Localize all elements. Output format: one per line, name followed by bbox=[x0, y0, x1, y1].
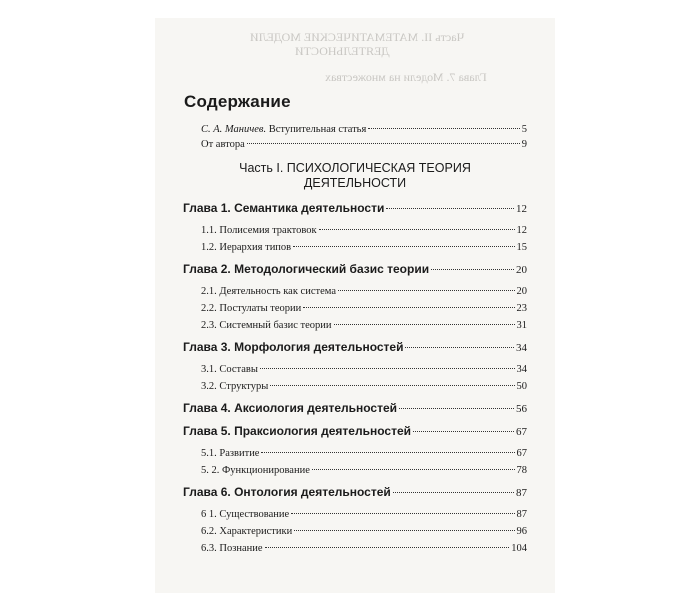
page-number: 23 bbox=[516, 303, 527, 314]
toc-section-entry[interactable] bbox=[183, 240, 527, 255]
toc-intro-entry[interactable] bbox=[183, 137, 527, 152]
toc-intro-entry-label bbox=[201, 137, 245, 152]
toc-chapter-entry-label bbox=[183, 401, 397, 416]
toc-chapter-entry[interactable] bbox=[183, 424, 527, 440]
part-title-line: Часть I. ПСИХОЛОГИЧЕСКАЯ ТЕОРИЯ bbox=[239, 161, 471, 175]
toc-chapter-entry-label bbox=[183, 201, 384, 216]
toc-section-entry-title: 6.3. Познание bbox=[201, 543, 263, 554]
dot-leader bbox=[431, 269, 514, 270]
toc-section-entry[interactable] bbox=[183, 318, 527, 333]
book-page bbox=[155, 18, 555, 593]
dot-leader bbox=[312, 469, 515, 470]
author-name: С. А. Маничев. bbox=[201, 124, 267, 135]
dot-leader bbox=[399, 408, 514, 409]
toc-chapter-entry[interactable] bbox=[183, 262, 527, 278]
dot-leader bbox=[393, 492, 514, 493]
toc-section-entry-title: 2.3. Системный базис теории bbox=[201, 320, 332, 331]
toc-section-entry-label bbox=[201, 446, 259, 461]
toc-section-entry-title: 5.1. Развитие bbox=[201, 448, 260, 459]
page-number: 15 bbox=[516, 242, 527, 253]
toc-section-entry-title: 1.2. Иерархия типов bbox=[201, 242, 292, 253]
toc-intro-entry-title: От автора bbox=[201, 139, 245, 150]
toc-section-entry-label bbox=[201, 362, 258, 377]
part-title bbox=[183, 161, 527, 191]
dot-leader bbox=[386, 208, 514, 209]
part-title-line: ДЕЯТЕЛЬНОСТИ bbox=[303, 176, 407, 190]
bleed-line: ДЕЯТЕЛЬНОСТИ bbox=[295, 44, 390, 58]
page-number: 50 bbox=[516, 381, 527, 392]
toc-chapter-entry-label bbox=[183, 262, 429, 277]
dot-leader bbox=[338, 290, 515, 291]
toc-section-entry-title: 6 1. Существование bbox=[201, 509, 290, 520]
intro-list bbox=[183, 122, 527, 152]
toc-heading: Содержание bbox=[184, 92, 291, 111]
toc-section-entry-title: 2.2. Постулаты теории bbox=[201, 303, 302, 314]
toc-section-entry[interactable] bbox=[183, 446, 527, 461]
toc-section-entry-label bbox=[201, 223, 317, 238]
bleed-line: Часть II. МАТЕМАТИЧЕСКИЕ МОДЕЛИ bbox=[250, 30, 465, 44]
page-number: 78 bbox=[516, 465, 527, 476]
toc-chapter-entry[interactable] bbox=[183, 340, 527, 356]
page-number: 20 bbox=[516, 286, 527, 297]
toc-chapter-entry-label bbox=[183, 424, 411, 439]
page-number: 87 bbox=[516, 509, 527, 520]
chapter-list bbox=[183, 201, 527, 556]
toc-section-entry[interactable] bbox=[183, 362, 527, 377]
dot-leader bbox=[334, 324, 515, 325]
dot-leader bbox=[368, 128, 519, 129]
toc-chapter-entry-title: Глава 3. Морфология деятельностей bbox=[183, 340, 404, 354]
toc-intro-entry[interactable] bbox=[183, 122, 527, 137]
page-number: 56 bbox=[516, 403, 527, 415]
toc-section-entry-label bbox=[201, 463, 310, 478]
toc-section-entry-title: 6.2. Характеристики bbox=[201, 526, 293, 537]
page-number: 34 bbox=[516, 364, 527, 375]
toc-section-entry-label bbox=[201, 240, 291, 255]
toc-section-entry[interactable] bbox=[183, 507, 527, 522]
toc-section-entry-title: 1.1. Полисемия трактовок bbox=[201, 225, 317, 236]
page-number: 104 bbox=[511, 543, 527, 554]
page-number: 34 bbox=[516, 342, 527, 354]
toc-chapter-entry[interactable] bbox=[183, 485, 527, 501]
toc-section-entry[interactable] bbox=[183, 541, 527, 556]
page-number: 20 bbox=[516, 264, 527, 276]
toc-section-entry[interactable] bbox=[183, 463, 527, 478]
toc-section-entry-title: 5. 2. Функционирование bbox=[201, 465, 310, 476]
toc-chapter-entry[interactable] bbox=[183, 401, 527, 417]
page-number: 12 bbox=[516, 225, 527, 236]
toc-intro-entry-title: Вступительная статья bbox=[268, 124, 367, 135]
page-number: 87 bbox=[516, 487, 527, 499]
dot-leader bbox=[294, 530, 514, 531]
dot-leader bbox=[405, 347, 514, 348]
dot-leader bbox=[293, 246, 514, 247]
dot-leader bbox=[413, 431, 514, 432]
toc-section-entry-label bbox=[201, 541, 263, 556]
dot-leader bbox=[260, 368, 515, 369]
toc-section-entry-label bbox=[201, 524, 292, 539]
toc-chapter-entry-title: Глава 5. Праксиология деятельностей bbox=[183, 424, 411, 438]
toc-section-entry-label bbox=[201, 507, 289, 522]
toc-section-entry[interactable] bbox=[183, 301, 527, 316]
page-number: 5 bbox=[521, 124, 527, 135]
dot-leader bbox=[319, 229, 515, 230]
page-number: 12 bbox=[516, 203, 527, 215]
toc-chapter-entry-title: Глава 4. Аксиология деятельностей bbox=[183, 401, 398, 415]
toc-section-entry-label bbox=[201, 284, 336, 299]
dot-leader bbox=[291, 513, 514, 514]
toc-section-entry[interactable] bbox=[183, 524, 527, 539]
toc-intro-entry-label bbox=[201, 122, 366, 137]
page-number: 31 bbox=[516, 320, 527, 331]
dot-leader bbox=[270, 385, 514, 386]
toc-section-entry-label bbox=[201, 379, 268, 394]
page-number: 9 bbox=[521, 139, 527, 150]
toc-section-entry-title: 3.2. Структуры bbox=[201, 381, 269, 392]
toc-section-entry-label bbox=[201, 318, 332, 333]
toc-section-entry[interactable] bbox=[183, 284, 527, 299]
toc-section-entry-title: 2.1. Деятельность как система bbox=[201, 286, 336, 297]
page-number: 67 bbox=[516, 448, 527, 459]
toc-section-entry[interactable] bbox=[183, 223, 527, 238]
toc-chapter-entry-label bbox=[183, 340, 403, 355]
toc-section-entry[interactable] bbox=[183, 379, 527, 394]
dot-leader bbox=[265, 547, 510, 548]
toc-chapter-entry[interactable] bbox=[183, 201, 527, 217]
toc-section-entry-title: 3.1. Составы bbox=[201, 364, 258, 375]
page-number: 67 bbox=[516, 426, 527, 438]
toc-section-entry-label bbox=[201, 301, 301, 316]
toc-chapter-entry-title: Глава 1. Семантика деятельности bbox=[183, 201, 385, 215]
page-number: 96 bbox=[516, 526, 527, 537]
toc-chapter-entry-title: Глава 6. Онтология деятельностей bbox=[183, 485, 391, 499]
bleed-line: Глава 7. Модели на множествах bbox=[325, 70, 487, 84]
dot-leader bbox=[261, 452, 514, 453]
table-of-contents bbox=[183, 92, 527, 556]
dot-leader bbox=[303, 307, 514, 308]
dot-leader bbox=[247, 143, 520, 144]
toc-chapter-entry-label bbox=[183, 485, 391, 500]
toc-chapter-entry-title: Глава 2. Методологический базис теории bbox=[183, 262, 430, 276]
